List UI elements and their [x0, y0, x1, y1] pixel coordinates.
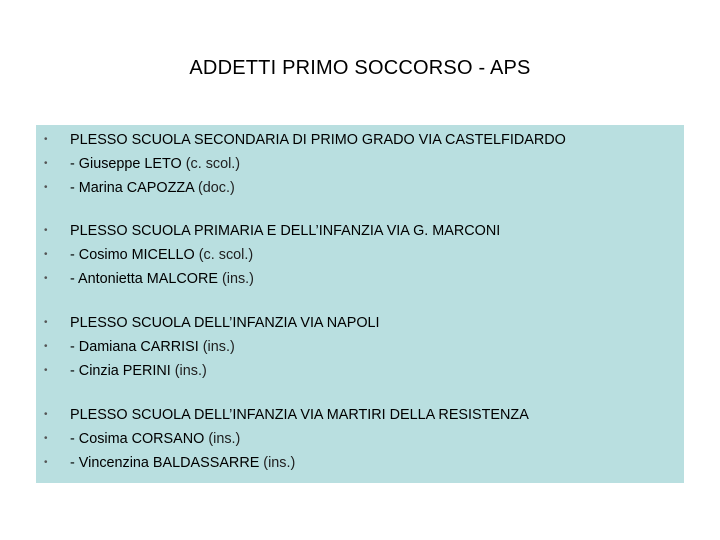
bullet-icon: • — [44, 365, 48, 376]
person-role: (ins.) — [198, 339, 235, 355]
person-name: Cinzia PERINI — [78, 363, 171, 379]
person-line — [36, 176, 684, 200]
bullet-icon: • — [44, 182, 48, 193]
bullet-icon: • — [44, 433, 48, 444]
section-heading-line — [36, 219, 684, 243]
section-heading: PLESSO SCUOLA DELL’INFANZIA VIA MARTIRI DELLA RESISTENZA — [70, 407, 529, 423]
person-prefix: - — [70, 339, 79, 355]
section-heading: PLESSO SCUOLA DELL’INFANZIA VIA NAPOLI — [70, 315, 380, 331]
person-name: Giuseppe LETO — [78, 156, 182, 172]
person-role: (c. scol.) — [181, 156, 241, 172]
person-entry — [70, 176, 235, 200]
person-entry — [70, 427, 240, 451]
section-heading-line — [36, 403, 684, 427]
person-entry — [70, 451, 295, 475]
person-name: Antonietta MALCORE — [78, 271, 218, 287]
person-line — [36, 243, 684, 267]
person-line — [36, 335, 684, 359]
person-name: Cosimo MICELLO — [78, 247, 195, 263]
school-section — [36, 128, 684, 200]
person-entry — [70, 267, 254, 291]
person-prefix: - — [70, 247, 79, 263]
bullet-icon: • — [44, 317, 48, 328]
person-line — [36, 427, 684, 451]
school-section — [36, 311, 684, 383]
person-entry — [70, 335, 235, 359]
bullet-icon: • — [44, 409, 48, 420]
bullet-icon: • — [44, 341, 48, 352]
person-prefix: - — [70, 271, 78, 287]
person-prefix: - — [70, 455, 79, 471]
section-heading: PLESSO SCUOLA PRIMARIA E DELL’INFANZIA VIA G. MARCONI — [70, 223, 501, 239]
bullet-icon: • — [44, 273, 48, 284]
bullet-icon: • — [44, 158, 48, 169]
slide-title: ADDETTI PRIMO SOCCORSO - APS — [189, 57, 531, 79]
section-heading-line — [36, 311, 684, 335]
person-prefix: - — [70, 431, 79, 447]
person-line — [36, 152, 684, 176]
bullet-icon: • — [44, 457, 48, 468]
person-prefix: - — [70, 363, 79, 379]
school-section — [36, 403, 684, 475]
person-prefix: - — [70, 156, 79, 172]
person-entry — [70, 243, 253, 267]
person-role: (c. scol.) — [194, 247, 254, 263]
person-name: Damiana CARRISI — [78, 339, 199, 355]
bullet-icon: • — [44, 249, 48, 260]
person-entry — [70, 152, 240, 176]
bullet-icon: • — [44, 225, 48, 236]
person-name: Marina CAPOZZA — [78, 180, 194, 196]
content-box — [36, 125, 684, 483]
person-line — [36, 359, 684, 383]
person-role: (doc.) — [193, 180, 235, 196]
person-role: (ins.) — [170, 363, 207, 379]
person-entry — [70, 359, 207, 383]
person-line — [36, 267, 684, 291]
section-heading-line — [36, 128, 684, 152]
person-line — [36, 451, 684, 475]
person-role: (ins.) — [217, 271, 254, 287]
person-role: (ins.) — [204, 431, 241, 447]
section-heading: PLESSO SCUOLA SECONDARIA DI PRIMO GRADO VIA CASTELFIDARDO — [70, 132, 566, 148]
person-role: (ins.) — [259, 455, 296, 471]
school-section — [36, 219, 684, 291]
person-prefix: - — [70, 180, 79, 196]
person-name: Cosima CORSANO — [78, 431, 205, 447]
person-name: Vincenzina BALDASSARRE — [78, 455, 260, 471]
bullet-icon: • — [44, 134, 48, 145]
